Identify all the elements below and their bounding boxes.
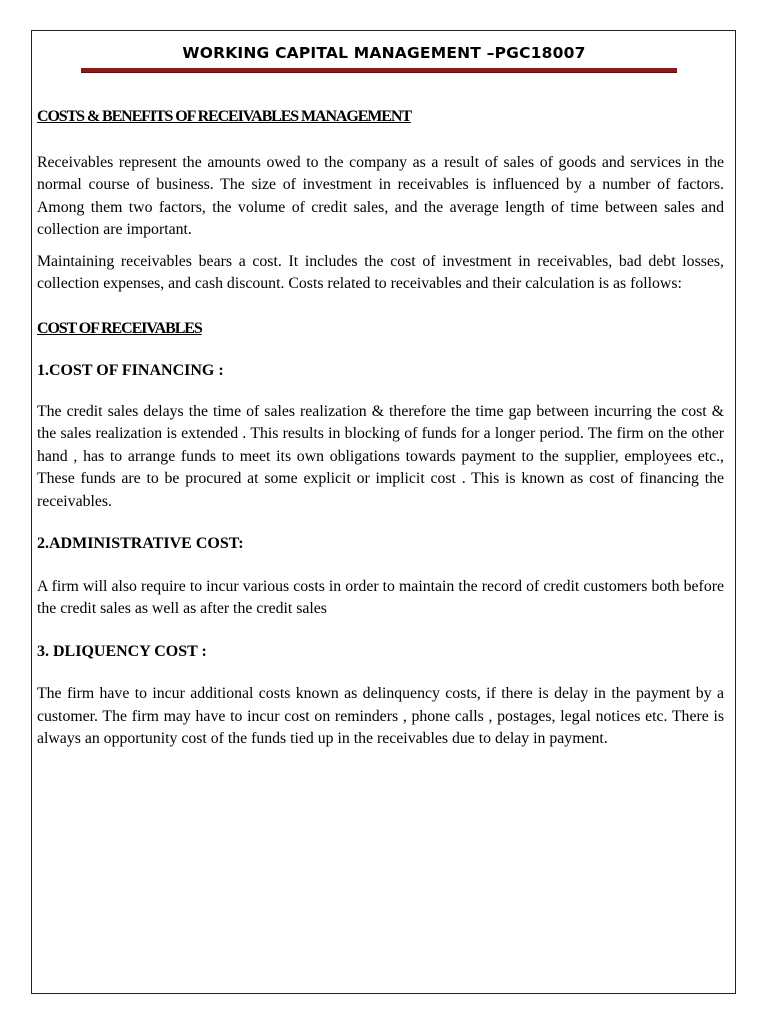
page-header-title: WORKING CAPITAL MANAGEMENT –PGC18007 <box>182 44 586 62</box>
heading-cost-of-financing: 1.COST OF FINANCING : <box>37 362 224 379</box>
paragraph-receivables-intro: Receivables represent the amounts owed to the company as a result of sales of goods and services in the normal course of business. The size of investment in receivables is influenced by a number of factors. Among them two factors, the volume of credit sales, and the average length of time between sales and collection are important. <box>37 153 724 238</box>
document-body <box>37 100 724 751</box>
paragraph-delinquency-cost: The firm have to incur additional costs known as delinquency costs, if there is delay in the payment by a customer. The firm may have to incur cost on reminders , phone calls , postages, legal notices etc. There is always an opportunity cost of the funds tied up in the receivables due to delay in payment. <box>37 685 724 747</box>
section-title-cost-of-receivables: COST OF RECEIVABLES <box>37 319 202 337</box>
paragraph-administrative-cost: A firm will also require to incur various costs in order to maintain the record of credit customers both before the credit sales as well as after the credit sales <box>37 577 724 617</box>
paragraph-cost-of-financing: The credit sales delays the time of sales realization & therefore the time gap between incurring the cost & the sales realization is extended . This results in blocking of funds for a longer period. The firm on the other hand , has to arrange funds to meet its own obligations towards payment to the supplier, employees etc., These funds are to be procured at some explicit or implicit cost . This is known as cost of financing the receivables. <box>37 402 724 510</box>
section-title-costs-benefits: COSTS & BENEFITS OF RECEIVABLES MANAGEMENT <box>37 108 411 125</box>
heading-delinquency-cost: 3. DLIQUENCY COST : <box>37 642 207 660</box>
heading-administrative-cost: 2.ADMINISTRATIVE COST: <box>37 535 244 552</box>
paragraph-receivables-cost: Maintaining receivables bears a cost. It includes the cost of investment in receivables, bad debt losses, collection expenses, and cash discount. Costs related to receivables and their calculation is as follows: <box>37 252 724 292</box>
header-divider <box>81 68 677 73</box>
